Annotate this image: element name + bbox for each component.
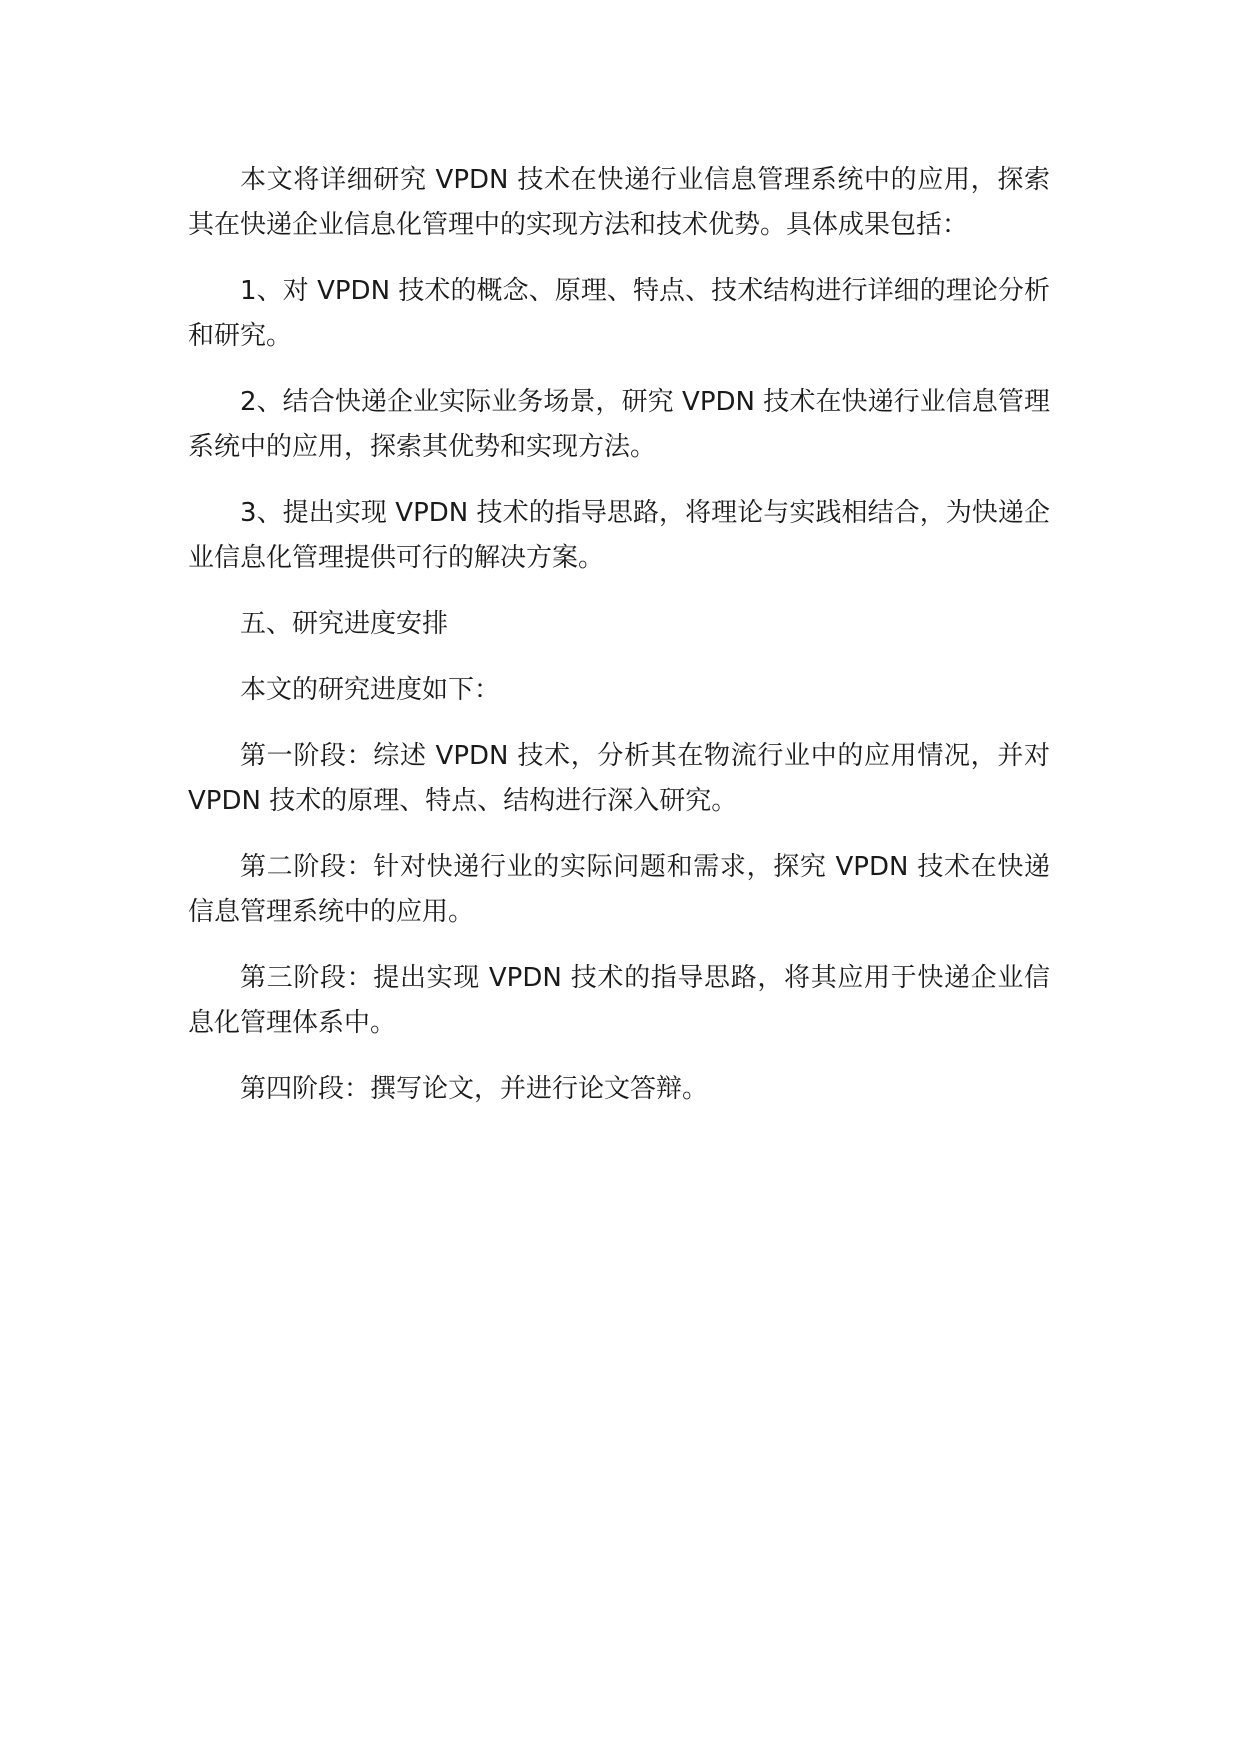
result-item-2: 2、结合快递企业实际业务场景，研究 VPDN 技术在快递行业信息管理系统中的应用，探索其优势和实现方法。 (188, 387, 1050, 462)
stage-1-paragraph: 第一阶段：综述 VPDN 技术，分析其在物流行业中的应用情况，并对 VPDN 技术的原理、特点、结构进行深入研究。 (188, 741, 1050, 816)
section-heading: 五、研究进度安排 (240, 609, 449, 639)
intro-paragraph: 本文将详细研究 VPDN 技术在快递行业信息管理系统中的应用，探索其在快递企业信息化管理中的实现方法和技术优势。具体成果包括： (188, 165, 1050, 240)
stage-2-paragraph: 第二阶段：针对快递行业的实际问题和需求，探究 VPDN 技术在快递信息管理系统中的应用。 (188, 852, 1050, 927)
stage-3-paragraph: 第三阶段：提出实现 VPDN 技术的指导思路，将其应用于快递企业信息化管理体系中。 (188, 963, 1050, 1038)
stage-4-paragraph: 第四阶段：撰写论文，并进行论文答辩。 (240, 1074, 709, 1104)
result-item-1: 1、对 VPDN 技术的概念、原理、特点、技术结构进行详细的理论分析和研究。 (188, 276, 1050, 351)
document-body (188, 158, 1050, 1133)
result-item-3: 3、提出实现 VPDN 技术的指导思路，将理论与实践相结合，为快递企业信息化管理提供可行的解决方案。 (188, 498, 1050, 573)
schedule-intro: 本文的研究进度如下： (240, 675, 501, 705)
